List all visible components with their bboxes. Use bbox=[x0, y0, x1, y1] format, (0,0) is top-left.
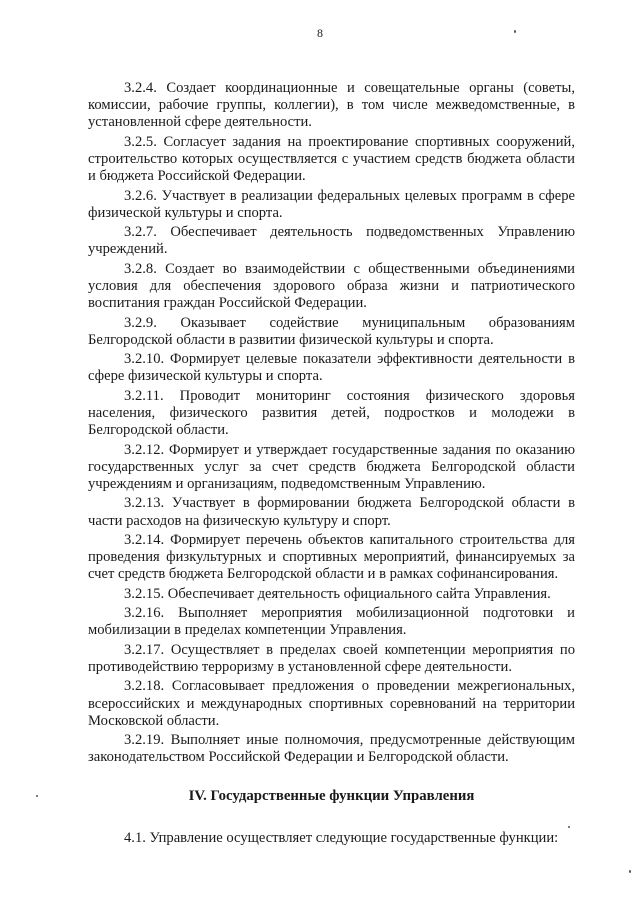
paragraph-3-2-19: 3.2.19. Выполняет иные полномочия, предусмотренные действующим законодательством Российской Федерации и Белгородской области. bbox=[88, 732, 575, 766]
scan-speck bbox=[568, 826, 570, 828]
scan-speck bbox=[514, 30, 516, 33]
paragraph-3-2-4: 3.2.4. Создает координационные и совещательные органы (советы, комиссии, рабочие группы, коллегии), в том числе межведомственные, в установленной сфере деятельности. bbox=[88, 80, 575, 131]
paragraph-3-2-6: 3.2.6. Участвует в реализации федеральных целевых программ в сфере физической культуры и спорта. bbox=[88, 187, 575, 221]
section-heading: IV. Государственные функции Управления bbox=[188, 787, 475, 804]
paragraph-3-2-18: 3.2.18. Согласовывает предложения о проведении межрегиональных, всероссийских и международных спортивных соревнований на территории Московской области. bbox=[88, 678, 575, 729]
paragraph-3-2-16: 3.2.16. Выполняет мероприятия мобилизационной подготовки и мобилизации в пределах компетенции Управления. bbox=[88, 605, 575, 639]
paragraph-3-2-12: 3.2.12. Формирует и утверждает государственные задания по оказанию государственных услуг за счет средств бюджета Белгородской области учреждениям и организациям, подведомственным Управлению. bbox=[88, 441, 575, 492]
paragraph-3-2-5: 3.2.5. Согласует задания на проектирование спортивных сооружений, строительство которых осуществляется с участием средств бюджета области и бюджета Российской Федерации. bbox=[88, 133, 575, 185]
paragraph-3-2-7: 3.2.7. Обеспечивает деятельность подведомственных Управлению учреждений. bbox=[88, 224, 575, 258]
paragraph-3-2-11: 3.2.11. Проводит мониторинг состояния физического здоровья населения, физического развития детей, подростков и молодежи в Белгородской области. bbox=[88, 387, 575, 439]
paragraph-4-1: 4.1. Управление осуществляет следующие государственные функции: bbox=[124, 829, 559, 846]
paragraph-3-2-8: 3.2.8. Создает во взаимодействии с общественными объединениями условия для обеспечения здорового образа жизни и патриотического воспитания граждан Российской Федерации. bbox=[88, 260, 575, 312]
scan-speck bbox=[629, 870, 631, 873]
paragraph-3-2-14: 3.2.14. Формирует перечень объектов капитального строительства для проведения физкультурных и спортивных мероприятий, финансируемых за счет средств бюджета Белгородской области и в рамках софинансирования. bbox=[88, 531, 575, 583]
paragraph-3-2-15: 3.2.15. Обеспечивает деятельность официального сайта Управления. bbox=[124, 585, 551, 602]
document-body bbox=[88, 80, 575, 849]
paragraph-3-2-9: 3.2.9. Оказывает содействие муниципальным образованиям Белгородской области в развитии физической культуры и спорта. bbox=[88, 314, 575, 348]
scan-speck bbox=[36, 795, 38, 797]
paragraph-3-2-17: 3.2.17. Осуществляет в пределах своей компетенции мероприятия по противодействию терроризму в установленной сфере деятельности. bbox=[88, 641, 575, 675]
paragraph-3-2-13: 3.2.13. Участвует в формировании бюджета Белгородской области в части расходов на физическую культуру и спорт. bbox=[88, 495, 575, 529]
page-number: 8 bbox=[317, 26, 323, 40]
paragraph-3-2-10: 3.2.10. Формирует целевые показатели эффективности деятельности в сфере физической культуры и спорта. bbox=[88, 351, 575, 385]
